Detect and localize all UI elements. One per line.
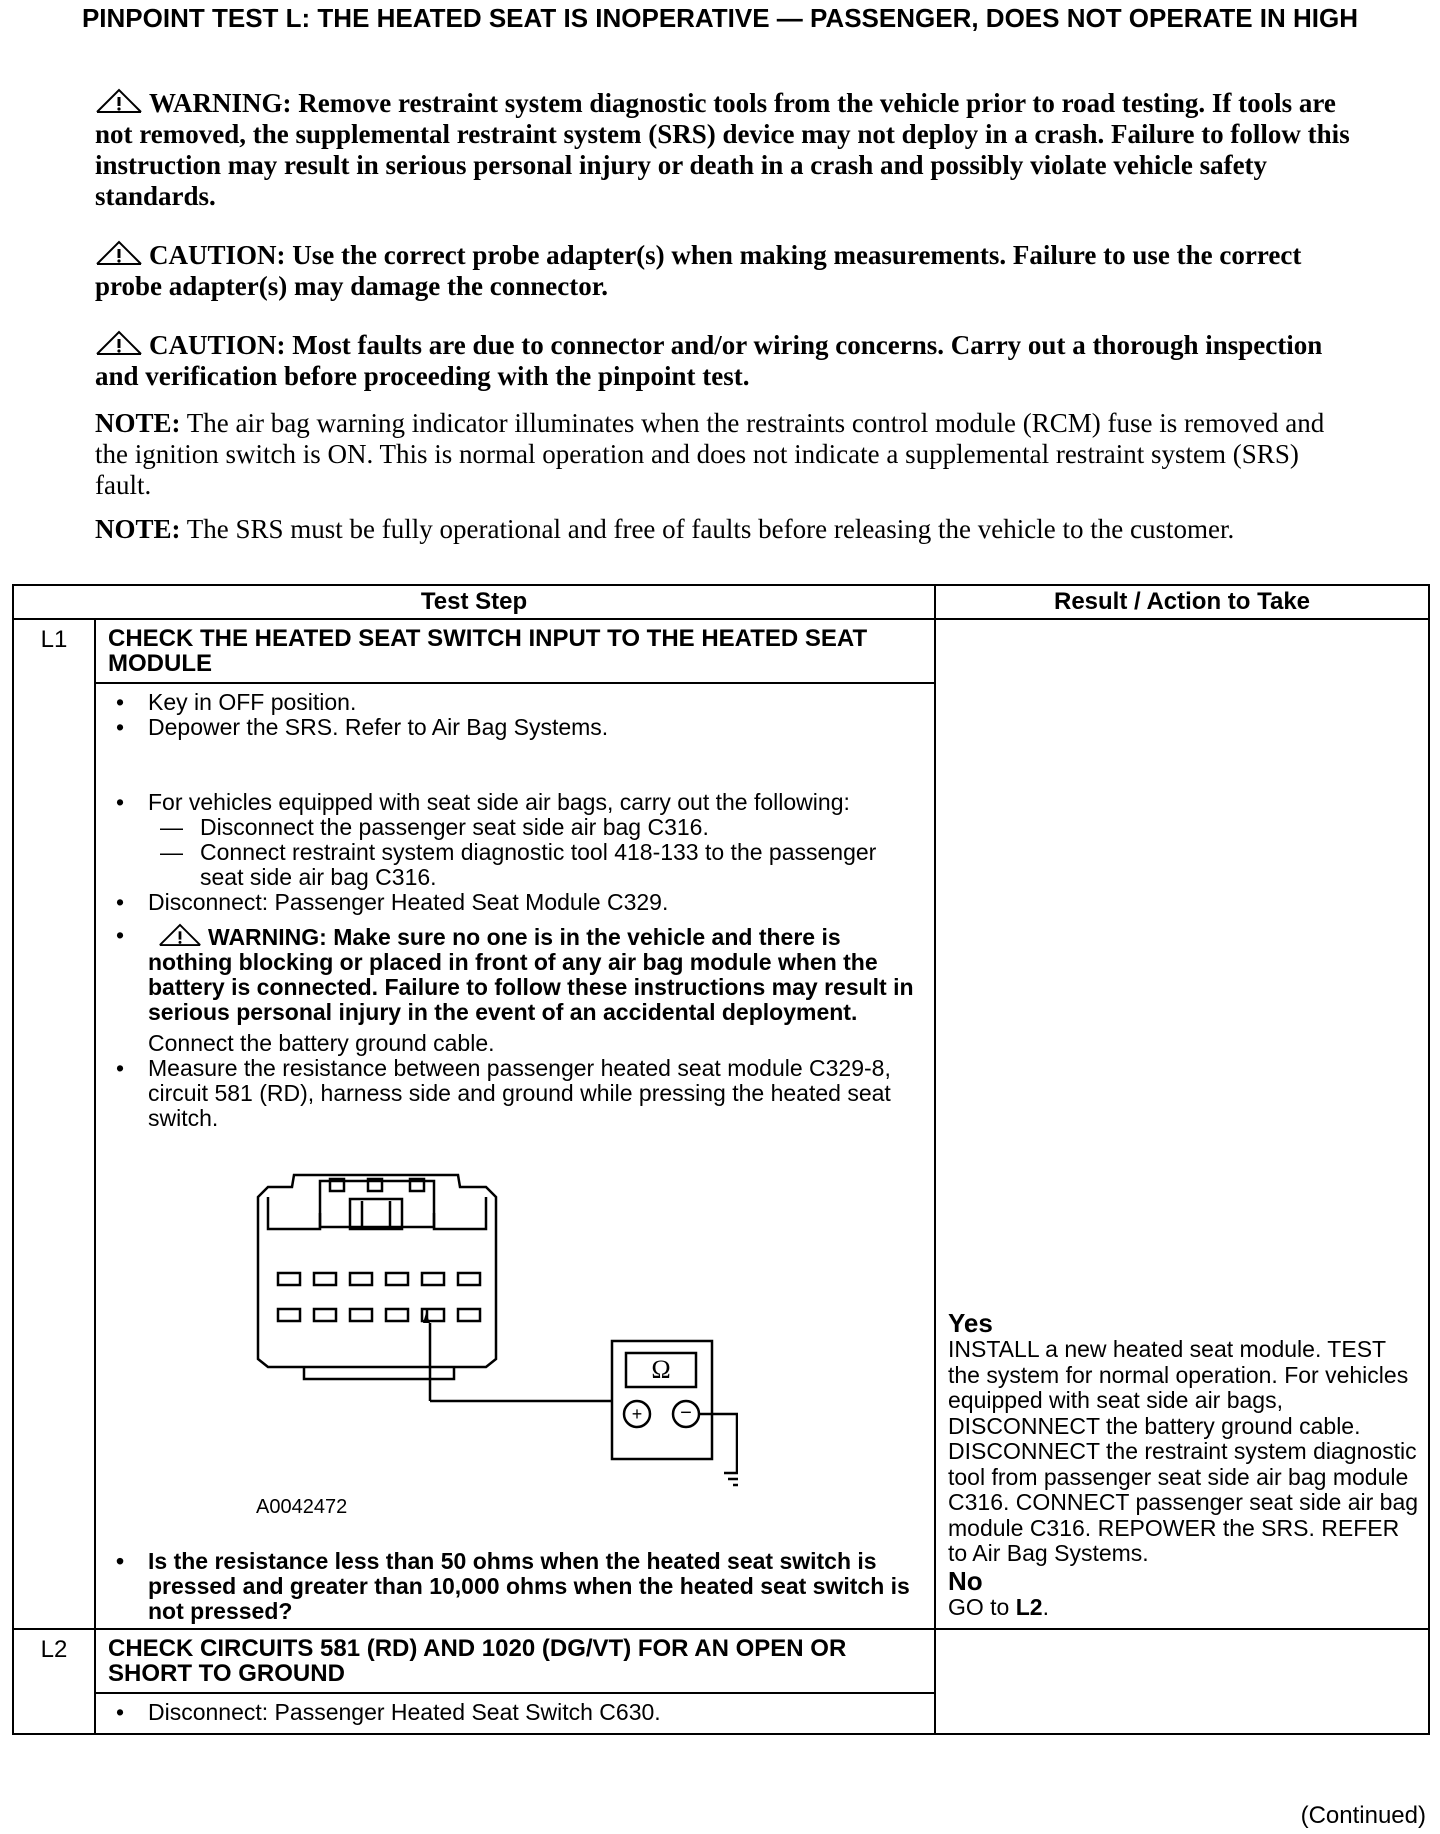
caution-label: CAUTION:	[149, 330, 286, 360]
page-title: PINPOINT TEST L: THE HEATED SEAT IS INOPERATIVE — PASSENGER, DOES NOT OPERATE IN HIGH	[81, 3, 1359, 33]
caution-notice-2	[95, 330, 1355, 392]
caution-label: CAUTION:	[149, 240, 286, 270]
no-label: No	[948, 1565, 983, 1596]
list-item: • For vehicles equipped with seat side air bags, carry out the following: — Disconnect the passenger seat side air bag C316. — Connect restraint system diagnostic tool 418-133 to the passenger seat side air bag C316.	[108, 790, 922, 890]
list-item: • Depower the SRS. Refer to Air Bag Systems.	[108, 715, 922, 740]
negative-terminal-icon: −	[680, 1402, 692, 1424]
caution-triangle-icon	[95, 240, 143, 266]
yes-label: Yes	[948, 1308, 993, 1338]
warning-triangle-icon	[158, 923, 202, 947]
list-item	[108, 923, 922, 1056]
step-l2-title: CHECK CIRCUITS 581 (RD) AND 1020 (DG/VT) FOR AN OPEN OR SHORT TO GROUND	[95, 1629, 935, 1693]
test-step-table	[12, 584, 1430, 1735]
step-id-l1: L1	[13, 619, 95, 1629]
caution-text: Most faults are due to connector and/or wiring concerns. Carry out a thorough inspection and verification before proceeding with the pinpoint test.	[95, 330, 1323, 391]
sub-list-item: — Connect restraint system diagnostic tool 418-133 to the passenger seat side air bag C316.	[160, 839, 877, 890]
step-l2-result	[935, 1629, 1429, 1734]
list-item: • Disconnect: Passenger Heated Seat Module C329.	[108, 890, 922, 915]
list-item: • Measure the resistance between passenger heated seat module C329-8, circuit 581 (RD), harness side and ground while pressing the heated seat switch.	[108, 1056, 922, 1131]
note-text: The air bag warning indicator illuminates when the restraints control module (RCM) fuse is removed and the ignition switch is ON. This is normal operation and does not indicate a supplemental restraint system (SRS) fault.	[95, 408, 1325, 500]
ohm-symbol: Ω	[651, 1355, 671, 1384]
no-action-text: GO to L2.	[948, 1593, 1049, 1620]
caution-text: Use the correct probe adapter(s) when making measurements. Failure to use the correct probe adapter(s) may damage the connector.	[95, 240, 1302, 301]
step-l2-body	[95, 1693, 935, 1734]
result-header: Result / Action to Take	[935, 585, 1429, 619]
step-l1-title: CHECK THE HEATED SEAT SWITCH INPUT TO THE HEATED SEAT MODULE	[95, 619, 935, 683]
inline-warning: • WARNING: Make sure no one is in the vehicle and there is nothing blocking or placed in front of any air bag module when the battery is connected. Failure to follow these instructions may result in serious personal injury in the event of an accidental deployment.	[148, 924, 914, 1025]
test-step-header: Test Step	[13, 585, 935, 619]
step-l1-title-row	[13, 619, 1429, 683]
step-instruction: Connect the battery ground cable.	[148, 1030, 495, 1056]
figure-id: A0042472	[256, 1496, 348, 1518]
sub-list-item: — Disconnect the passenger seat side air bag C316.	[160, 814, 709, 840]
warning-text: Remove restraint system diagnostic tools from the vehicle prior to road testing. If tools are not removed, the supplemental restraint system (SRS) device may not deploy in a crash. Failure to follow this instruction may result in serious personal injury or death in a crash and possibly violate vehicle safety standards.	[95, 88, 1350, 211]
go-to-l2-link[interactable]: L2	[1015, 1593, 1043, 1620]
connector-measurement-diagram	[238, 1173, 738, 1523]
note-2	[95, 514, 1355, 545]
table-header-row	[13, 585, 1429, 619]
note-label: NOTE:	[95, 408, 181, 438]
step-id-l2: L2	[13, 1629, 95, 1734]
warning-notice	[95, 88, 1355, 212]
step-l1-result	[935, 619, 1429, 1629]
warning-triangle-icon	[95, 88, 143, 114]
list-item: • Disconnect: Passenger Heated Seat Switch C630.	[108, 1700, 922, 1725]
note-label: NOTE:	[95, 514, 181, 544]
list-item: • Key in OFF position.	[108, 690, 922, 715]
step-l1-body	[95, 683, 935, 1629]
caution-triangle-icon	[95, 330, 143, 356]
note-1	[95, 408, 1355, 501]
warning-label: WARNING:	[149, 88, 292, 118]
step-question: • Is the resistance less than 50 ohms when the heated seat switch is pressed and greater than 10,000 ohms when the heated seat switch is not pressed?	[108, 1549, 922, 1624]
step-l2-title-row	[13, 1629, 1429, 1693]
caution-notice-1	[95, 240, 1355, 302]
continued-label: (Continued)	[1300, 1802, 1426, 1829]
note-text: The SRS must be fully operational and free of faults before releasing the vehicle to the customer.	[180, 514, 1235, 544]
connector-pin-cavities	[278, 1273, 480, 1321]
positive-terminal-icon: +	[631, 1404, 643, 1424]
yes-action-text: INSTALL a new heated seat module. TEST the system for normal operation. For vehicles equipped with seat side air bags, DISCONNECT the battery ground cable. DISCONNECT the restraint system diagnostic tool from passenger seat side air bag module C316. CONNECT passenger seat side air bag module C316. REPOWER the SRS. REFER to Air Bag Systems.	[948, 1336, 1419, 1566]
